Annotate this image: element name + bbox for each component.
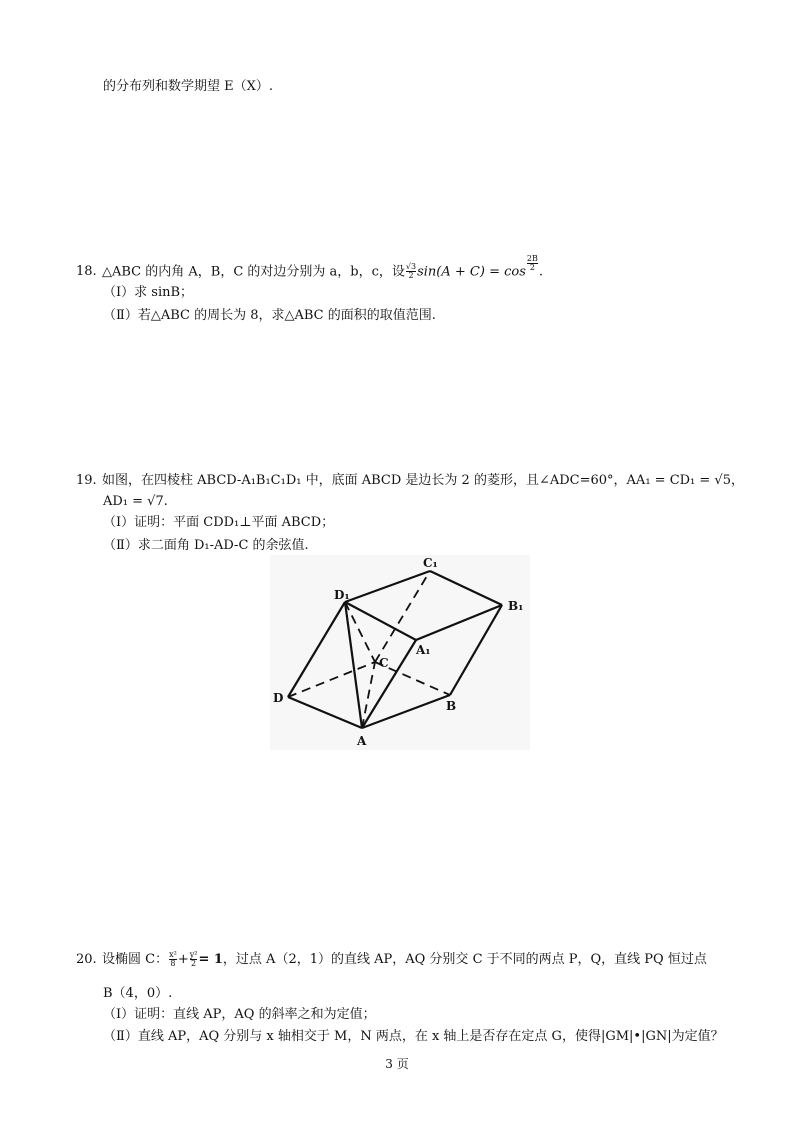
question-18-tail: . xyxy=(538,264,543,280)
sqrt3-over-2: $\frac{√3}{2}$ xyxy=(405,262,417,281)
question-18-formula: sin(A + C) = cos xyxy=(417,264,526,280)
x2-over-8: $\frac{\text{x²}}{8}$ xyxy=(169,950,177,968)
page-footer: 3 页 xyxy=(385,1057,409,1071)
equals-one: = 1 xyxy=(198,952,223,967)
question-19-part-1: （Ⅰ）证明：平面 CDD₁⊥平面 ABCD； xyxy=(103,515,335,530)
question-19-number: 19. xyxy=(76,473,97,488)
y2-over-2: $\frac{\text{y²}}{2}$ xyxy=(189,950,198,968)
label-B: B xyxy=(446,699,457,713)
question-19-stem xyxy=(76,472,744,490)
label-C1: C₁ xyxy=(423,556,438,570)
question-18-part-2: （Ⅱ）若△ABC 的周长为 8，求△ABC 的面积的取值范围. xyxy=(103,308,436,323)
label-B1: B₁ xyxy=(508,599,524,613)
question-18-number: 18. xyxy=(76,264,97,280)
prism-figure xyxy=(270,555,530,750)
label-C: C xyxy=(379,656,389,670)
question-18-part-1: （Ⅰ）求 sinB； xyxy=(103,285,194,300)
question-20-part-2: （Ⅱ）直线 AP，AQ 分别与 x 轴相交于 M，N 两点，在 x 轴上是否存在定点 G，使得|GM|•|GN|为定值？ xyxy=(103,1029,724,1044)
question-18-prefix: △ABC 的内角 A，B，C 的对边分别为 a，b，c，设 xyxy=(102,264,405,280)
question-20-rest: ，过点 A（2，1）的直线 AP，AQ 分别交 C 于不同的两点 P，Q，直线 PQ 恒过点 xyxy=(222,952,707,967)
question-20-number: 20. xyxy=(76,952,97,967)
question-18-stem xyxy=(76,255,543,281)
label-D1: D₁ xyxy=(334,588,350,602)
top-line: 的分布列和数学期望 E（X）. xyxy=(103,79,274,94)
question-20-part-1: （Ⅰ）证明：直线 AP，AQ 的斜率之和为定值； xyxy=(103,1007,376,1022)
label-D: D xyxy=(273,691,284,705)
question-19-line-1: 如图，在四棱柱 ABCD-A₁B₁C₁D₁ 中，底面 ABCD 是边长为 2 的菱形，且∠ADC=60°，AA₁ = CD₁ = √5， xyxy=(102,473,744,488)
question-19-line-2: AD₁ = √7. xyxy=(103,494,168,509)
prism-diagram xyxy=(270,555,530,750)
question-19-part-2: （Ⅱ）求二面角 D₁-AD-C 的余弦值. xyxy=(103,538,309,553)
question-20-line-2: B（4，0）. xyxy=(103,986,173,1001)
question-20-stem xyxy=(76,951,707,969)
label-A: A xyxy=(357,734,367,748)
question-20-prefix: 设椭圆 C： xyxy=(102,952,169,967)
label-A1: A₁ xyxy=(416,643,431,657)
exponent-2B-over-2: 2B 2 xyxy=(526,254,538,272)
plus-sign: + xyxy=(177,952,189,967)
